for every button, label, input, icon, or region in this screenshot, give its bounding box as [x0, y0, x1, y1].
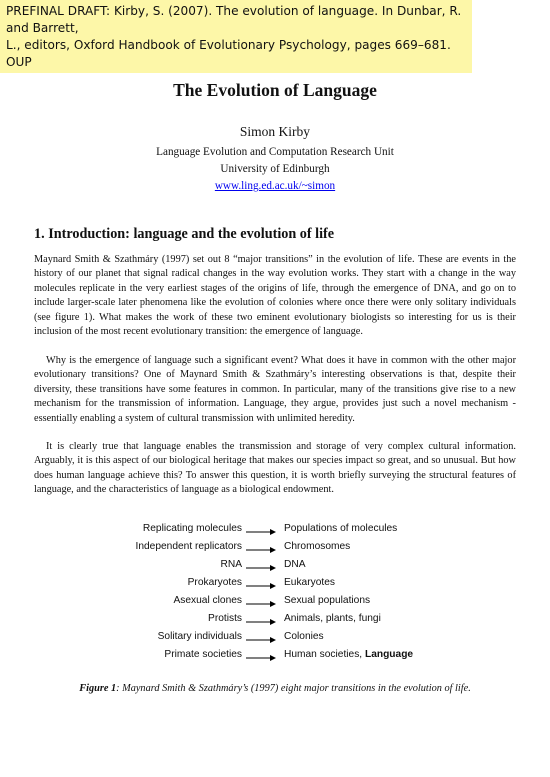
- transition-to: Animals, plants, fungi: [284, 613, 381, 624]
- transition-from: Asexual clones: [173, 595, 242, 606]
- transition-to: Colonies: [284, 631, 324, 642]
- transition-to: Populations of molecules: [284, 523, 398, 534]
- university: University of Edinburgh: [220, 163, 330, 175]
- transition-row: [0, 541, 550, 557]
- arrow-icon: [246, 601, 276, 607]
- affiliation: Language Evolution and Computation Research Unit: [156, 146, 394, 158]
- transition-row: [0, 523, 550, 539]
- transition-row: [0, 595, 550, 611]
- paragraph-2: Why is the emergence of language such a significant event? What does it have in common with the other major evolutionary transitions? One of Maynard Smith & Szathmáry’s interesting observations is that, despite their diversity, these transitions have some features in common. In particular, many of the transitions give rise to a new mechanism for the transmission of information. Language, they argue, provides just such a novel mechanism - essentially enabling a system of cultural transmission with unlimited heredity.: [34, 355, 516, 424]
- citation-line-1: PREFINAL DRAFT: Kirby, S. (2007). The evolution of language. In Dunbar, R. and Barrett,: [6, 4, 462, 35]
- author-url-line: [0, 180, 550, 192]
- arrow-icon: [246, 655, 276, 661]
- arrow-icon: [246, 619, 276, 625]
- transition-from: Primate societies: [164, 649, 242, 660]
- transition-from: Prokaryotes: [187, 577, 242, 588]
- paper-title: The Evolution of Language: [173, 80, 377, 100]
- transition-from: Solitary individuals: [157, 631, 242, 642]
- arrow-icon: [246, 637, 276, 643]
- paragraph-3: It is clearly true that language enables the transmission and storage of very complex cultural information. Arguably, it is this aspect of our biological heritage that makes our species impact so great, and so unusual. But how does human language achieve this? To answer this question, it is worth briefly surveying the structural features of language, and the characteristics of language as a biological endowment.: [34, 441, 516, 496]
- arrow-icon: [246, 547, 276, 553]
- transition-from: Replicating molecules: [142, 523, 242, 534]
- transition-to: DNA: [284, 559, 306, 570]
- transition-row: [0, 631, 550, 647]
- section-heading: 1. Introduction: language and the evolution of life: [34, 226, 335, 242]
- transition-to: Eukaryotes: [284, 577, 335, 588]
- transition-to: Human societies, Language: [284, 649, 414, 660]
- figure-caption-text: : Maynard Smith & Szathmáry’s (1997) eight major transitions in the evolution of life.: [116, 683, 471, 694]
- transition-to: Sexual populations: [284, 595, 371, 606]
- figure-caption: [0, 683, 550, 694]
- transition-row: [0, 559, 550, 575]
- figure-label: Figure 1: [79, 683, 117, 694]
- paragraph-1: Maynard Smith & Szathmáry (1997) set out 8 “major transitions” in the evolution of life. These are events in the history of our planet that signal radical changes in the way evolution works. They start with a change in the way molecules replicate in the very earliest stages of the origins of life, through the emergence of DNA, and go on to include larger-scale later phenomena like the evolution of colonies where once there were only solitary individuals (see figure 1). What makes the work of these two eminent evolutionary biologists so interesting for us is their inclusion of the most recent evolutionary transition: the emergence of language.: [34, 254, 516, 338]
- arrow-icon: [246, 583, 276, 589]
- transition-from: Independent replicators: [135, 541, 242, 552]
- transition-from: Protists: [208, 613, 242, 624]
- arrow-icon: [246, 565, 276, 571]
- transition-row: [0, 649, 550, 665]
- transition-to: Chromosomes: [284, 541, 351, 552]
- transition-row: [0, 613, 550, 629]
- transition-from: RNA: [220, 559, 242, 570]
- author-url-link[interactable]: www.ling.ed.ac.uk/~simon: [214, 180, 336, 192]
- citation-banner: [0, 0, 472, 73]
- citation-line-2: L., editors, Oxford Handbook of Evolutionary Psychology, pages 669–681. OUP: [6, 38, 451, 69]
- arrow-icon: [246, 529, 276, 535]
- transition-row: [0, 577, 550, 593]
- author-name: Simon Kirby: [239, 124, 311, 139]
